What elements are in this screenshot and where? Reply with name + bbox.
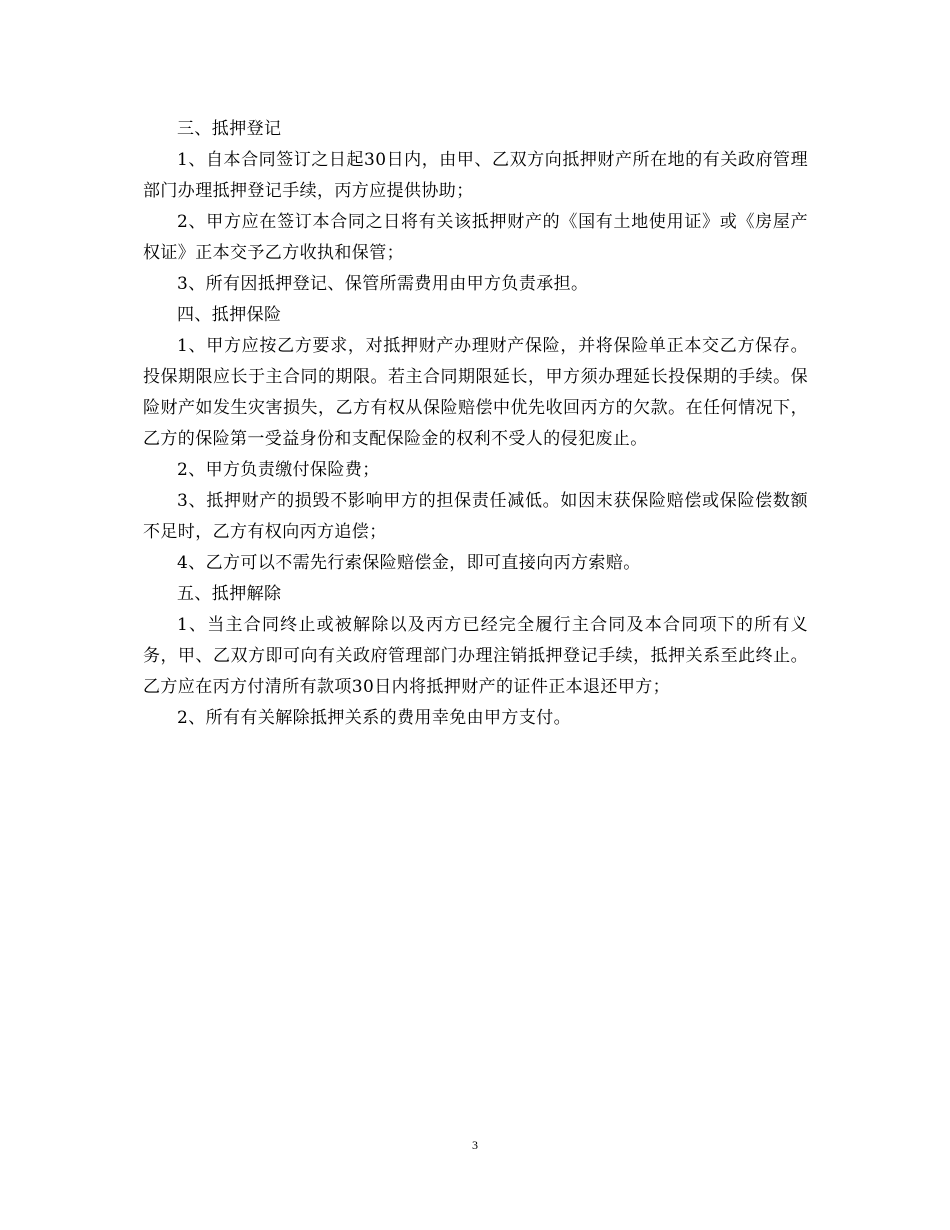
paragraph: 2、所有有关解除抵押关系的费用幸免由甲方支付。 <box>177 708 572 728</box>
section-heading-insurance: 四、抵押保险 <box>177 305 282 325</box>
paragraph: 3、所有因抵押登记、保管所需费用由甲方负责承担。 <box>177 274 589 294</box>
paragraph: 2、甲方负责缴付保险费； <box>177 460 380 480</box>
paragraph: 4、乙方可以不需先行索保险赔偿金，即可直接向丙方索赔。 <box>177 553 641 573</box>
paragraph: 1、甲方应按乙方要求，对抵押财产办理财产保险，并将保险单正本交乙方保存。投保期限应长于主合同的期限。若主合同期限延长，甲方须办理延长投保期的手续。保险财产如发生灾害损失，乙方有权从保险赔偿中优先收回丙方的欠款。在任何情况下，乙方的保险第一受益身份和支配保险金的权利不受人的侵犯废止。 <box>143 336 808 449</box>
document-body <box>143 114 808 734</box>
page-number: 3 <box>472 1138 478 1152</box>
section-heading-registration: 三、抵押登记 <box>177 119 282 139</box>
paragraph: 3、抵押财产的损毁不影响甲方的担保责任减低。如因末获保险赔偿或保险偿数额不足时，乙方有权向丙方追偿； <box>143 491 808 542</box>
paragraph: 1、自本合同签订之日起30日内，由甲、乙双方向抵押财产所在地的有关政府管理部门办理抵押登记手续，丙方应提供协助； <box>143 150 808 201</box>
paragraph: 1、当主合同终止或被解除以及丙方已经完全履行主合同及本合同项下的所有义务，甲、乙双方即可向有关政府管理部门办理注销抵押登记手续，抵押关系至此终止。乙方应在丙方付清所有款项30日内将抵押财产的证件正本退还甲方； <box>143 615 808 697</box>
section-heading-release: 五、抵押解除 <box>177 584 282 604</box>
paragraph: 2、甲方应在签订本合同之日将有关该抵押财产的《国有土地使用证》或《房屋产权证》正本交予乙方收执和保管； <box>143 212 808 263</box>
